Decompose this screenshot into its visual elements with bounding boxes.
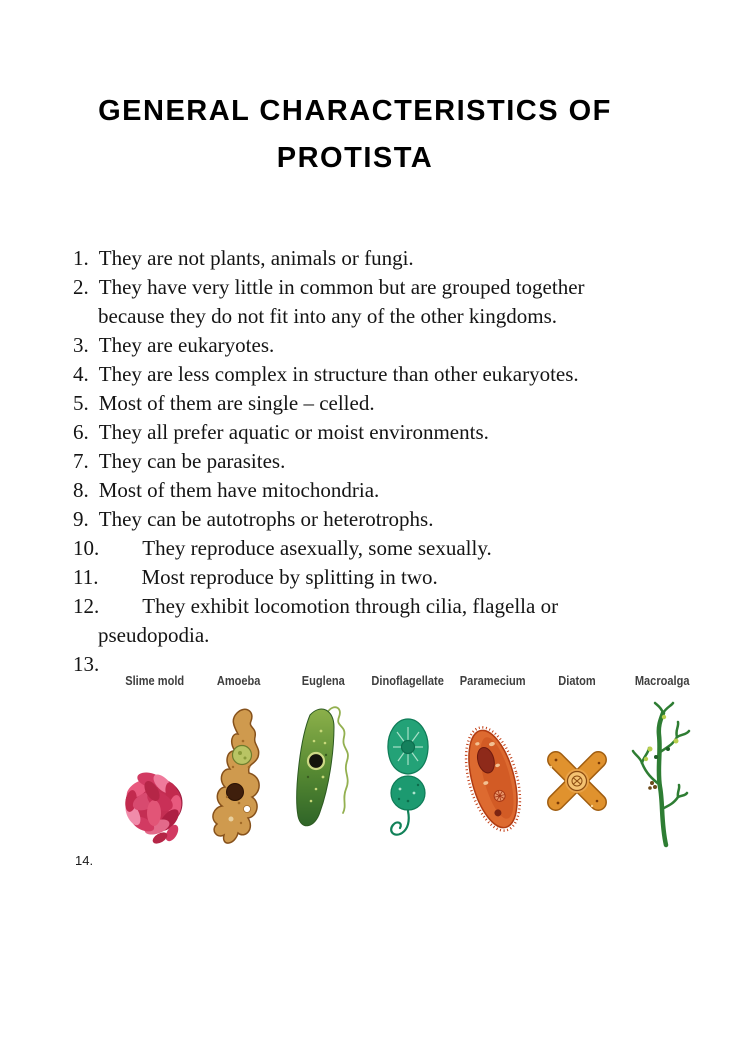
list-item bbox=[73, 563, 639, 592]
list-item-text: They are not plants, animals or fungi. bbox=[98, 246, 414, 270]
list-item-text: They all prefer aquatic or moist environments. bbox=[98, 420, 489, 444]
organism-column-euglena bbox=[281, 672, 365, 857]
list-item bbox=[73, 273, 639, 331]
list-item-text: They are less complex in structure than other eukaryotes. bbox=[98, 362, 579, 386]
list-item bbox=[73, 534, 639, 563]
list-item bbox=[73, 389, 639, 418]
list-item-number: 7. bbox=[73, 449, 89, 473]
footnote-number: 14. bbox=[75, 853, 94, 868]
organism-label: Macroalga bbox=[634, 673, 690, 688]
list-item-text: Most reproduce by splitting in two. bbox=[141, 565, 438, 589]
list-item-number: 12. bbox=[73, 594, 100, 618]
list-item-number: 9. bbox=[73, 507, 89, 531]
organism-label: Amoeba bbox=[216, 673, 261, 688]
list-item bbox=[73, 418, 639, 447]
organism-column-diatom bbox=[535, 672, 619, 857]
list-item bbox=[73, 447, 639, 476]
list-item-text: They can be parasites. bbox=[98, 449, 286, 473]
list-item-text: Most of them are single – celled. bbox=[98, 391, 375, 415]
organism-label: Euglena bbox=[301, 673, 345, 688]
page-title-line2: PROTISTA bbox=[276, 142, 434, 174]
list-item-text: They reproduce asexually, some sexually. bbox=[142, 536, 492, 560]
list-item bbox=[73, 592, 639, 650]
organism-column-slime-mold bbox=[112, 672, 196, 857]
list-item-number: 6. bbox=[73, 420, 89, 444]
characteristics-list bbox=[73, 244, 639, 679]
list-item bbox=[73, 244, 639, 273]
list-item-text: They have very little in common but are grouped together because they do not fit into any of the other kingdoms. bbox=[98, 275, 585, 328]
page-title-line1: GENERAL CHARACTERISTICS OF bbox=[98, 95, 612, 127]
list-item-number: 5. bbox=[73, 391, 89, 415]
list-item-number: 8. bbox=[73, 478, 89, 502]
protist-figure bbox=[112, 672, 704, 857]
list-item bbox=[73, 476, 639, 505]
organism-label: Slime mold bbox=[124, 673, 184, 688]
organism-column-amoeba bbox=[196, 672, 280, 857]
list-item-text: They are eukaryotes. bbox=[98, 333, 275, 357]
list-item-number: 13. bbox=[73, 652, 100, 676]
list-item-number: 4. bbox=[73, 362, 89, 386]
diatom-icon bbox=[535, 697, 619, 857]
amoeba-icon bbox=[197, 697, 281, 857]
slime-mold-icon bbox=[112, 697, 196, 857]
list-item-text: They can be autotrophs or heterotrophs. bbox=[98, 507, 434, 531]
list-item-number: 11. bbox=[73, 565, 99, 589]
organism-label: Paramecium bbox=[459, 673, 526, 688]
list-item-text: They exhibit locomotion through cilia, flagella or pseudopodia. bbox=[98, 594, 559, 647]
list-item-number: 2. bbox=[73, 275, 89, 299]
list-item-number: 10. bbox=[73, 536, 100, 560]
paramecium-icon bbox=[451, 697, 535, 857]
dinoflagellate-icon bbox=[366, 697, 450, 857]
organism-column-paramecium bbox=[451, 672, 535, 857]
list-item bbox=[73, 505, 639, 534]
macroalga-icon bbox=[620, 697, 704, 857]
list-item bbox=[73, 360, 639, 389]
euglena-icon bbox=[281, 697, 365, 857]
organism-column-dinoflagellate bbox=[365, 672, 450, 857]
list-item bbox=[73, 331, 639, 360]
organism-label: Dinoflagellate bbox=[371, 673, 445, 688]
organism-label: Diatom bbox=[558, 673, 597, 688]
organism-column-macroalga bbox=[620, 672, 704, 857]
list-item-number: 1. bbox=[73, 246, 89, 270]
list-item-number: 3. bbox=[73, 333, 89, 357]
list-item-text: Most of them have mitochondria. bbox=[98, 478, 380, 502]
page-title bbox=[75, 88, 635, 182]
